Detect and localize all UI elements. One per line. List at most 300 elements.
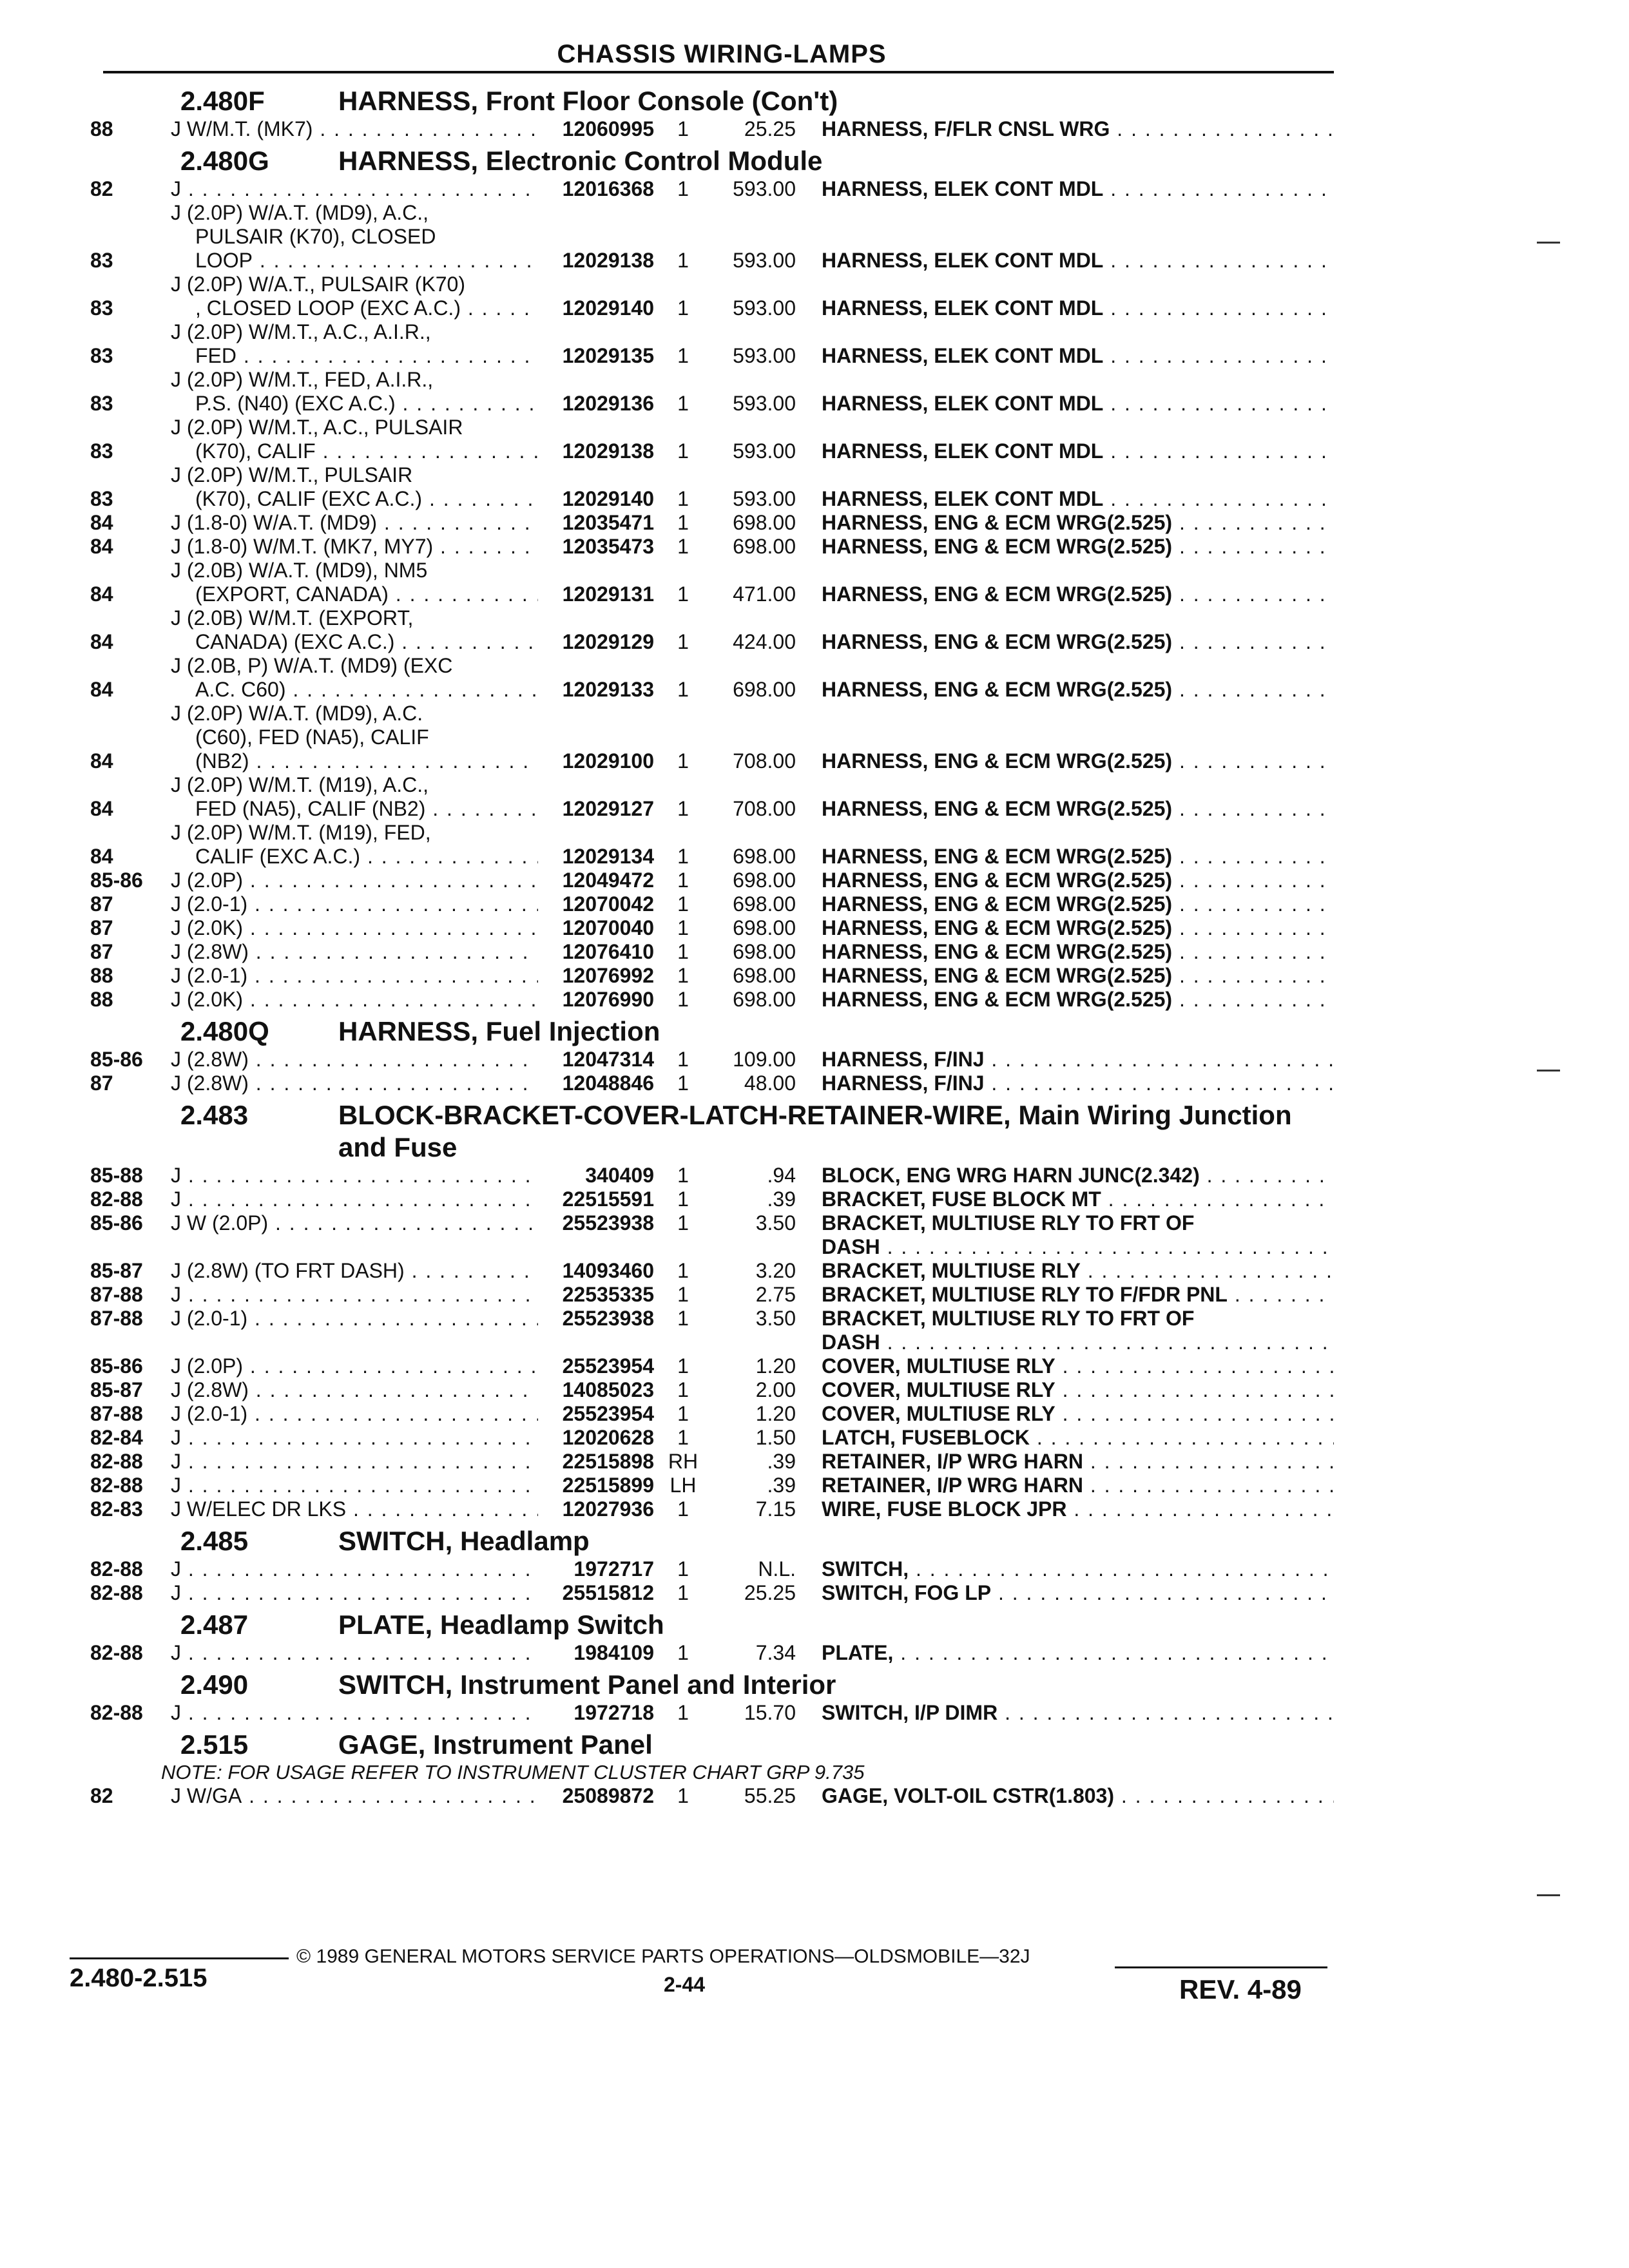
table-row [0, 1354, 1334, 1378]
quantity: 1 [677, 1426, 689, 1449]
part-name-line: SWITCH, FOG LP . . . [822, 1581, 1334, 1605]
quantity: 1 [677, 678, 689, 701]
part-name [822, 511, 1334, 535]
usage-line: J (2.0P) . . . [171, 869, 538, 892]
price: 1.20 [755, 1402, 796, 1425]
section-code: 2.487 [180, 1610, 249, 1640]
price: 698.00 [733, 916, 796, 939]
table-row [0, 463, 1334, 511]
usage-line: (C60), FED (NA5), CALIF [195, 726, 429, 749]
section-code: 2.485 [180, 1526, 249, 1556]
usage-line: J (2.0P) W/M.T., A.C., A.I.R., [171, 320, 431, 343]
part-name [822, 988, 1334, 1012]
section-title: BLOCK-BRACKET-COVER-LATCH-RETAINER-WIRE, Main Wiring Junction and Fuse [338, 1100, 1292, 1162]
part-name-line: COVER, MULTIUSE RLY . . . [822, 1378, 1334, 1402]
usage-line: J (2.0B, P) W/A.T. (MD9) (EXC [171, 654, 453, 677]
usage-description [171, 964, 538, 988]
part-name [822, 296, 1334, 320]
price: 48.00 [744, 1072, 796, 1095]
usage-line: J (2.0-1) . . . [171, 892, 538, 916]
part-name [822, 749, 1334, 773]
section-title: PLATE, Headlamp Switch [338, 1610, 664, 1640]
part-number: 25523954 [562, 1402, 654, 1425]
usage-line: J (2.0K) . . . [171, 916, 538, 940]
quantity: 1 [677, 439, 689, 463]
usage-line: J (2.0B) W/M.T. (EXPORT, [171, 606, 414, 629]
table-row [0, 1474, 1334, 1497]
price: .39 [767, 1187, 796, 1211]
table-row [0, 416, 1334, 463]
quantity: 1 [677, 1581, 689, 1604]
part-name [822, 582, 1334, 606]
model-years: 87-88 [90, 1307, 143, 1330]
footer-copyright: © 1989 GENERAL MOTORS SERVICE PARTS OPERATIONS—OLDSMOBILE—32J [296, 1946, 1030, 1967]
part-name [822, 1187, 1334, 1211]
price: .94 [767, 1164, 796, 1187]
model-years: 82-88 [90, 1701, 143, 1724]
part-number: 22515591 [562, 1187, 654, 1211]
catalog-section [0, 1729, 1629, 1808]
price: 15.70 [744, 1701, 796, 1724]
section-heading [180, 145, 1340, 177]
usage-line: (NB2) . . . [171, 749, 538, 773]
quantity: 1 [677, 535, 689, 558]
part-number: 12049472 [562, 869, 654, 892]
price: 698.00 [733, 845, 796, 868]
part-name-line: WIRE, FUSE BLOCK JPR . . . [822, 1497, 1334, 1521]
part-name [822, 1048, 1334, 1072]
section-heading [180, 1015, 1340, 1048]
table-row [0, 606, 1334, 654]
usage-description [171, 559, 538, 606]
usage-description [171, 1259, 538, 1283]
quantity: 1 [677, 487, 689, 510]
price: 3.50 [755, 1211, 796, 1235]
footer-rule [1115, 1966, 1327, 1968]
usage-description [171, 1354, 538, 1378]
model-years: 83 [90, 296, 113, 320]
section-title: HARNESS, Fuel Injection [338, 1016, 660, 1046]
model-years: 82-88 [90, 1641, 143, 1664]
part-number: 12029134 [562, 845, 654, 868]
section-heading [180, 1609, 1340, 1641]
usage-line: J . . . [171, 1283, 538, 1307]
part-name [822, 392, 1334, 416]
usage-description [171, 1164, 538, 1187]
usage-description [171, 821, 538, 869]
table-row [0, 1701, 1334, 1725]
usage-line: J . . . [171, 1164, 538, 1187]
usage-line: J (2.0P) W/A.T. (MD9), A.C. [171, 702, 423, 725]
table-row [0, 773, 1334, 821]
price: N.L. [758, 1557, 796, 1581]
part-number: 12035471 [562, 511, 654, 534]
part-number: 12070042 [562, 892, 654, 916]
usage-description [171, 606, 538, 654]
part-number: 25515812 [562, 1581, 654, 1604]
quantity: 1 [677, 892, 689, 916]
part-name-line: COVER, MULTIUSE RLY . . . [822, 1354, 1334, 1378]
quantity: 1 [677, 869, 689, 892]
quantity: 1 [677, 916, 689, 939]
part-name [822, 845, 1334, 869]
quantity: 1 [677, 964, 689, 987]
catalog-section [0, 1525, 1629, 1605]
part-name-line: LATCH, FUSEBLOCK . . . [822, 1426, 1334, 1450]
part-name-line: HARNESS, ENG & ECM WRG(2.525) . . . [822, 535, 1334, 559]
usage-description [171, 1402, 538, 1426]
parts-list [0, 85, 1629, 1812]
price: 55.25 [744, 1784, 796, 1807]
usage-line: J (2.8W) . . . [171, 940, 538, 964]
price: 25.25 [744, 117, 796, 140]
price: 698.00 [733, 892, 796, 916]
quantity: 1 [677, 1557, 689, 1581]
part-name-line: HARNESS, ENG & ECM WRG(2.525) . . . [822, 892, 1334, 916]
margin-mark [1537, 242, 1560, 244]
part-name-line: GAGE, VOLT-OIL CSTR(1.803) . . . [822, 1784, 1334, 1808]
table-row [0, 940, 1334, 964]
part-number: 12029131 [562, 582, 654, 606]
price: 698.00 [733, 535, 796, 558]
table-row [0, 1259, 1334, 1283]
table-row [0, 1283, 1334, 1307]
usage-description [171, 535, 538, 559]
model-years: 84 [90, 511, 113, 534]
price: 708.00 [733, 797, 796, 820]
price: 593.00 [733, 296, 796, 320]
part-name [822, 1497, 1334, 1521]
part-name-line: COVER, MULTIUSE RLY . . . [822, 1402, 1334, 1426]
part-name-line: HARNESS, ENG & ECM WRG(2.525) . . . [822, 988, 1334, 1012]
usage-description [171, 869, 538, 892]
price: 25.25 [744, 1581, 796, 1604]
model-years: 84 [90, 678, 113, 701]
part-name [822, 344, 1334, 368]
usage-line: J (2.0K) . . . [171, 988, 538, 1012]
part-name-line: BLOCK, ENG WRG HARN JUNC(2.342) . . . [822, 1164, 1334, 1187]
quantity: 1 [677, 392, 689, 415]
part-name [822, 249, 1334, 273]
part-number: 12029135 [562, 344, 654, 367]
part-name-line: HARNESS, ENG & ECM WRG(2.525) . . . [822, 511, 1334, 535]
usage-line: J . . . [171, 1701, 538, 1725]
footer-section-range: 2.480-2.515 [70, 1964, 207, 1992]
part-number: 12029136 [562, 392, 654, 415]
part-name-line: HARNESS, ELEK CONT MDL . . . [822, 439, 1334, 463]
model-years: 82-88 [90, 1187, 143, 1211]
usage-line: J W/M.T. (MK7) . . . [171, 117, 538, 141]
price: 593.00 [733, 487, 796, 510]
table-row [0, 821, 1334, 869]
part-name-line: RETAINER, I/P WRG HARN . . . [822, 1474, 1334, 1497]
table-row [0, 869, 1334, 892]
usage-description [171, 940, 538, 964]
part-name [822, 1354, 1334, 1378]
usage-line: J (2.0P) W/M.T. (M19), A.C., [171, 773, 429, 796]
quantity: LH [670, 1474, 697, 1497]
usage-description [171, 1641, 538, 1665]
part-name-line: BRACKET, MULTIUSE RLY . . . [822, 1259, 1334, 1283]
part-name-line: BRACKET, MULTIUSE RLY TO F/FDR PNL . . . [822, 1283, 1334, 1307]
model-years: 84 [90, 535, 113, 558]
price: 3.20 [755, 1259, 796, 1282]
model-years: 85-86 [90, 1048, 143, 1071]
part-name [822, 1307, 1334, 1354]
usage-description [171, 988, 538, 1012]
part-name [822, 1211, 1334, 1259]
quantity: 1 [677, 511, 689, 534]
footer-revision: REV. 4-89 [1179, 1974, 1302, 2004]
section-title: SWITCH, Instrument Panel and Interior [338, 1669, 836, 1700]
model-years: 87-88 [90, 1402, 143, 1425]
table-row [0, 1784, 1334, 1808]
usage-description [171, 1450, 538, 1474]
usage-description [171, 1426, 538, 1450]
usage-line: J . . . [171, 1641, 538, 1665]
usage-description [171, 1048, 538, 1072]
usage-line: J . . . [171, 1581, 538, 1605]
usage-description [171, 416, 538, 463]
quantity: 1 [677, 1641, 689, 1664]
table-row [0, 1048, 1334, 1072]
usage-line: LOOP . . . [171, 249, 538, 273]
usage-description [171, 702, 538, 773]
price: 698.00 [733, 869, 796, 892]
table-row [0, 511, 1334, 535]
table-row [0, 535, 1334, 559]
price: 698.00 [733, 511, 796, 534]
part-number: 25523938 [562, 1307, 654, 1330]
part-name [822, 964, 1334, 988]
catalog-section [0, 1609, 1629, 1665]
usage-description [171, 1784, 538, 1808]
usage-line: J (2.0-1) . . . [171, 964, 538, 988]
usage-description [171, 1497, 538, 1521]
section-code: 2.515 [180, 1729, 249, 1760]
usage-description [171, 177, 538, 201]
part-number: 1972717 [574, 1557, 654, 1581]
model-years: 82-88 [90, 1450, 143, 1473]
table-row [0, 702, 1334, 773]
price: 698.00 [733, 678, 796, 701]
catalog-section [0, 145, 1629, 1012]
usage-line: J (2.0P) W/M.T., A.C., PULSAIR [171, 416, 463, 439]
usage-description [171, 1378, 538, 1402]
footer-rule [70, 1957, 289, 1959]
model-years: 82 [90, 1784, 113, 1807]
usage-description [171, 273, 538, 320]
usage-line: J (2.0P) W/M.T. (M19), FED, [171, 821, 431, 844]
usage-line: J . . . [171, 1557, 538, 1581]
model-years: 85-86 [90, 1354, 143, 1378]
part-name-line: HARNESS, ENG & ECM WRG(2.525) . . . [822, 582, 1334, 606]
model-years: 88 [90, 117, 113, 140]
part-number: 25523954 [562, 1354, 654, 1378]
catalog-section [0, 1099, 1629, 1521]
price: 7.34 [755, 1641, 796, 1664]
model-years: 83 [90, 249, 113, 272]
model-years: 84 [90, 630, 113, 653]
usage-description [171, 1701, 538, 1725]
usage-line: J (2.8W) . . . [171, 1378, 538, 1402]
part-name [822, 1164, 1334, 1187]
price: .39 [767, 1474, 796, 1497]
part-name-line: HARNESS, ENG & ECM WRG(2.525) . . . [822, 869, 1334, 892]
part-number: 22535335 [562, 1283, 654, 1306]
section-heading [180, 1525, 1340, 1557]
part-name-line: RETAINER, I/P WRG HARN . . . [822, 1450, 1334, 1474]
usage-description [171, 320, 538, 368]
usage-description [171, 1581, 538, 1605]
part-name [822, 1474, 1334, 1497]
footer-page-number: 2-44 [664, 1973, 706, 1996]
price: 424.00 [733, 630, 796, 653]
usage-line: J (2.8W) (TO FRT DASH) . . . [171, 1259, 538, 1283]
usage-line: J W/ELEC DR LKS . . . [171, 1497, 538, 1521]
usage-line: , CLOSED LOOP (EXC A.C.) . . . [171, 296, 538, 320]
part-number: 22515899 [562, 1474, 654, 1497]
model-years: 84 [90, 845, 113, 868]
part-name-line: PLATE, . . . [822, 1641, 1334, 1665]
part-number: 12029127 [562, 797, 654, 820]
part-name [822, 1450, 1334, 1474]
table-row [0, 1426, 1334, 1450]
usage-line: CALIF (EXC A.C.) . . . [171, 845, 538, 869]
price: 698.00 [733, 940, 796, 963]
part-name-line: HARNESS, ENG & ECM WRG(2.525) . . . [822, 630, 1334, 654]
price: .39 [767, 1450, 796, 1473]
price: 2.00 [755, 1378, 796, 1401]
table-row [0, 1072, 1334, 1095]
quantity: 1 [677, 1701, 689, 1724]
usage-description [171, 1283, 538, 1307]
part-name [822, 177, 1334, 201]
part-name-line: HARNESS, F/FLR CNSL WRG . . . [822, 117, 1334, 141]
part-name [822, 1426, 1334, 1450]
part-name [822, 916, 1334, 940]
table-row [0, 1211, 1334, 1259]
section-heading [180, 1729, 1340, 1761]
table-row [0, 1641, 1334, 1665]
section-heading [180, 1099, 1340, 1164]
price: 109.00 [733, 1048, 796, 1071]
usage-line: J (2.0P) W/A.T., PULSAIR (K70) [171, 273, 465, 296]
usage-line: P.S. (N40) (EXC A.C.) . . . [171, 392, 538, 416]
usage-line: A.C. C60) . . . [171, 678, 538, 702]
part-name [822, 535, 1334, 559]
part-name-line: HARNESS, ELEK CONT MDL . . . [822, 296, 1334, 320]
part-name [822, 1784, 1334, 1808]
usage-description [171, 463, 538, 511]
model-years: 87 [90, 916, 113, 939]
quantity: 1 [677, 1378, 689, 1401]
catalog-section [0, 1669, 1629, 1725]
quantity: 1 [677, 630, 689, 653]
quantity: 1 [677, 296, 689, 320]
part-number: 340409 [585, 1164, 654, 1187]
part-number: 1984109 [574, 1641, 654, 1664]
part-number: 12029138 [562, 439, 654, 463]
part-name [822, 630, 1334, 654]
model-years: 85-87 [90, 1259, 143, 1282]
usage-line: FED . . . [171, 344, 538, 368]
price: 593.00 [733, 344, 796, 367]
part-name [822, 1378, 1334, 1402]
part-number: 12020628 [562, 1426, 654, 1449]
quantity: 1 [677, 1259, 689, 1282]
usage-description [171, 654, 538, 702]
usage-line: (K70), CALIF (EXC A.C.) . . . [171, 487, 538, 511]
part-name-line: HARNESS, ENG & ECM WRG(2.525) . . . [822, 940, 1334, 964]
part-name [822, 439, 1334, 463]
quantity: 1 [677, 1283, 689, 1306]
model-years: 88 [90, 964, 113, 987]
part-name [822, 892, 1334, 916]
usage-line: J (2.0P) W/A.T. (MD9), A.C., [171, 201, 429, 224]
part-number: 12076992 [562, 964, 654, 987]
part-name [822, 1581, 1334, 1605]
usage-line: J W/GA . . . [171, 1784, 538, 1808]
table-row [0, 1307, 1334, 1354]
part-number: 12029133 [562, 678, 654, 701]
section-heading [180, 85, 1340, 117]
part-name [822, 940, 1334, 964]
part-name [822, 678, 1334, 702]
table-row [0, 1497, 1334, 1521]
quantity: 1 [677, 797, 689, 820]
part-name-line: HARNESS, ENG & ECM WRG(2.525) . . . [822, 845, 1334, 869]
section-code: 2.480G [180, 146, 269, 176]
page-title: CHASSIS WIRING-LAMPS [557, 40, 887, 68]
table-row [0, 559, 1334, 606]
model-years: 84 [90, 797, 113, 820]
section-title: HARNESS, Electronic Control Module [338, 146, 823, 176]
part-name-line: BRACKET, MULTIUSE RLY TO FRT OF [822, 1211, 1195, 1235]
part-name-line: SWITCH, . . . [822, 1557, 1334, 1581]
part-name-line: HARNESS, F/INJ . . . [822, 1048, 1334, 1072]
table-row [0, 654, 1334, 702]
model-years: 87 [90, 892, 113, 916]
section-code: 2.480Q [180, 1016, 269, 1046]
part-name-line: HARNESS, ELEK CONT MDL . . . [822, 392, 1334, 416]
price: 593.00 [733, 392, 796, 415]
part-number: 12035473 [562, 535, 654, 558]
catalog-section [0, 1015, 1629, 1095]
part-name-line: HARNESS, ELEK CONT MDL . . . [822, 249, 1334, 273]
model-years: 82-88 [90, 1474, 143, 1497]
part-name [822, 487, 1334, 511]
quantity: 1 [677, 1164, 689, 1187]
part-number: 12027936 [562, 1497, 654, 1521]
quantity: 1 [677, 249, 689, 272]
part-number: 1972718 [574, 1701, 654, 1724]
usage-line: J . . . [171, 1426, 538, 1450]
quantity: 1 [677, 1048, 689, 1071]
model-years: 87-88 [90, 1283, 143, 1306]
usage-line: J (2.0P) W/M.T., PULSAIR [171, 463, 413, 486]
part-number: 12076990 [562, 988, 654, 1011]
part-number: 25089872 [562, 1784, 654, 1807]
catalog-section [0, 85, 1629, 141]
part-name [822, 1283, 1334, 1307]
part-name [822, 1259, 1334, 1283]
usage-line: J . . . [171, 1450, 538, 1474]
part-number: 12016368 [562, 177, 654, 200]
quantity: 1 [677, 1354, 689, 1378]
model-years: 85-87 [90, 1378, 143, 1401]
table-row [0, 1187, 1334, 1211]
